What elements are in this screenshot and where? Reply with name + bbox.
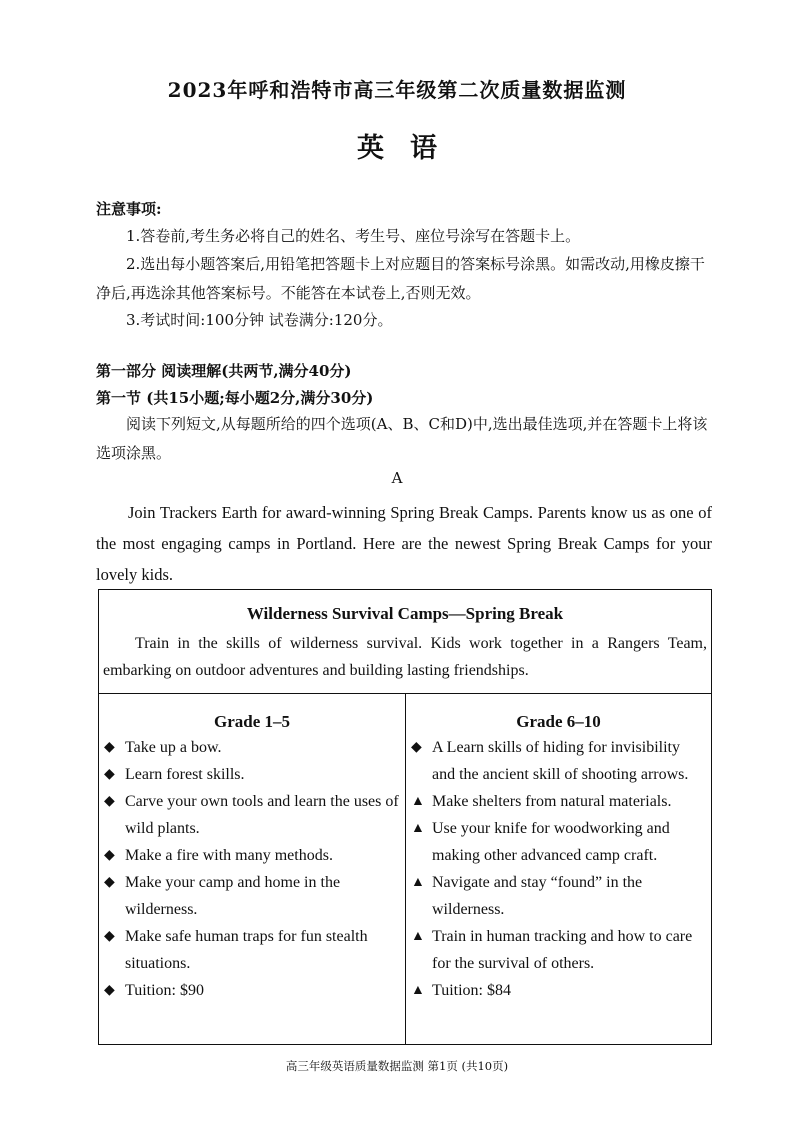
diamond-bullet-icon: ◆ [104,848,115,863]
diamond-bullet-icon: ◆ [104,794,115,809]
grade-6-10-column [406,694,711,1044]
item-text: Make your camp and home in the wilderness. [125,874,341,918]
passage-intro [96,497,712,590]
note-item-2: 2.选出每小题答案后,用铅笔把答题卡上对应题目的答案标号涂黑。如需改动,用橡皮擦干净后,再选涂其他答案标号。不能答在本试卷上,否则无效。 [96,255,705,302]
note-item-3: 3.考试时间:100分钟 试卷满分:120分。 [126,311,393,329]
exam-title: 2023年呼和浩特市高三年级第二次质量数据监测 [167,78,627,102]
camp-header-cell [99,590,711,694]
camp-info-box [98,589,712,1045]
camp-title: Wilderness Survival Camps—Spring Break [246,604,564,623]
section-one-heading: 第一节 (共15小题;每小题2分,满分30分) [96,389,374,407]
item-text: Make a fire with many methods. [125,847,333,864]
item-text: Navigate and stay “found” in the wilderness. [432,874,643,918]
grade-1-5-item [99,761,405,788]
grade-6-10-item [406,734,711,788]
item-text: Learn forest skills. [125,766,245,783]
diamond-bullet-icon: ◆ [104,740,115,755]
item-text: Train in human tracking and how to care for the survival of others. [432,928,693,972]
grade-6-10-item [406,788,711,815]
grade-6-10-item [406,815,711,869]
triangle-bullet-icon: ▲ [411,821,425,836]
grade-1-5-column [99,694,406,1044]
triangle-bullet-icon: ▲ [411,794,425,809]
diamond-bullet-icon: ◆ [104,983,115,998]
item-text: Tuition: $84 [432,982,511,999]
item-text: Make shelters from natural materials. [432,793,672,810]
diamond-bullet-icon: ◆ [104,767,115,782]
triangle-bullet-icon: ▲ [411,875,425,890]
diamond-bullet-icon: ◆ [411,740,422,755]
grade-1-5-item [99,869,405,923]
grade-1-5-item [99,788,405,842]
grade-1-5-tuition [99,977,405,1004]
camp-description [103,630,707,684]
part-one-heading: 第一部分 阅读理解(共两节,满分40分) [96,362,352,380]
notes-heading: 注意事项: [96,200,162,218]
item-text: Make safe human traps for fun stealth situations. [125,928,368,972]
grade-6-10-tuition [406,977,711,1004]
grade-1-5-item [99,923,405,977]
subject-title: 英语 [357,133,463,164]
intro-text: Join Trackers Earth for award-winning Spring Break Camps. Parents know us as one of the most engaging camps in Portland. Here are the newest Spring Break Camps for your lovely kids. [96,503,712,584]
triangle-bullet-icon: ▲ [411,929,425,944]
triangle-bullet-icon: ▲ [411,983,425,998]
passage-letter: A [391,469,403,487]
diamond-bullet-icon: ◆ [104,875,115,890]
item-text: Tuition: $90 [125,982,204,999]
item-text: Use your knife for woodworking and making other advanced camp craft. [432,820,670,864]
note-item-1: 1.答卷前,考生务必将自己的姓名、考生号、座位号涂写在答题卡上。 [126,227,581,245]
grade-6-10-item [406,869,711,923]
page-footer: 高三年级英语质量数据监测 第1页 (共10页) [285,1059,509,1073]
item-text: A Learn skills of hiding for invisibility and the ancient skill of shooting arrows. [432,739,689,783]
grade-6-10-item [406,923,711,977]
item-text: Take up a bow. [125,739,222,756]
grade-1-5-title: Grade 1–5 [213,712,291,731]
instruction-text: 阅读下列短文,从每题所给的四个选项(A、B、C和D)中,选出最佳选项,并在答题卡上将该选项涂黑。 [96,415,708,462]
grade-1-5-item [99,734,405,761]
item-text: Carve your own tools and learn the uses of wild plants. [125,793,399,837]
grade-1-5-item [99,842,405,869]
grade-6-10-title: Grade 6–10 [516,712,601,731]
diamond-bullet-icon: ◆ [104,929,115,944]
camp-description-text: Train in the skills of wilderness survival. Kids work together in a Rangers Team, embarking on outdoor adventures and building lasting friendships. [103,635,707,679]
